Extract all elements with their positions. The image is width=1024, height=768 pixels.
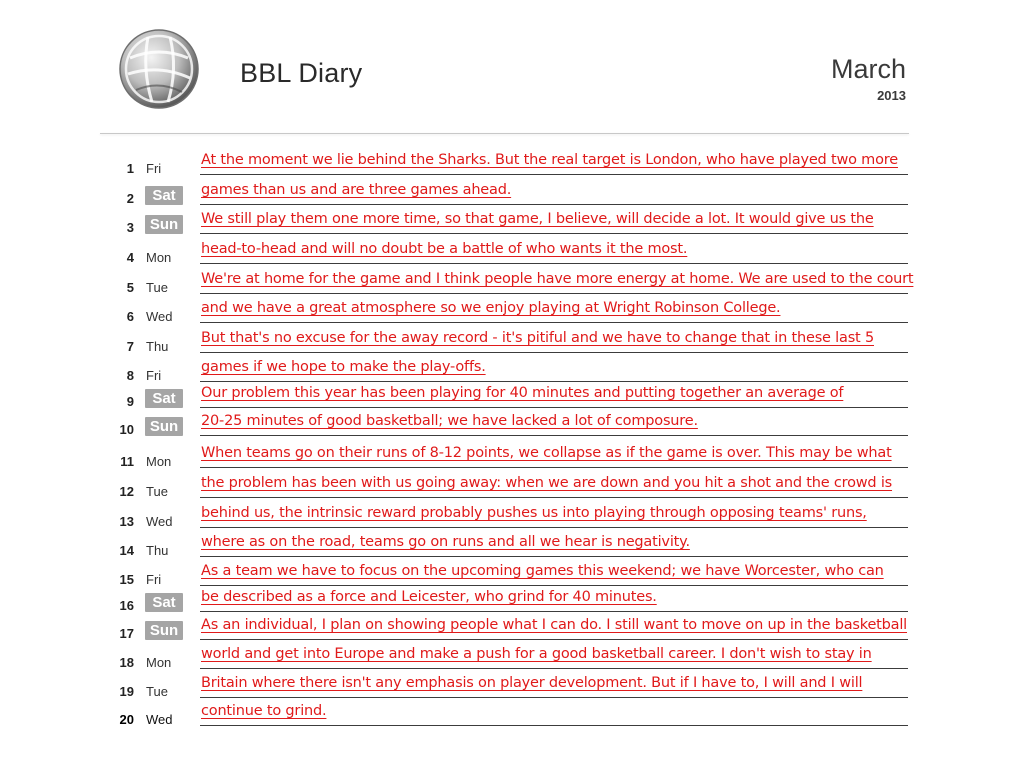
day-number: 4 [126,250,134,265]
day-number: 20 [119,712,134,727]
handwritten-entry: We're at home for the game and I think people have more energy at home. We are used to the court [201,271,914,287]
diary-row [0,676,1024,705]
entry-rule [200,293,908,294]
page-title: BBL Diary [240,58,363,88]
day-number: 2 [126,191,134,206]
handwritten-entry: But that's no excuse for the away record - it's pitiful and we have to change that in these last 5 [201,330,874,346]
day-name: Thu [146,543,169,558]
handwritten-entry: At the moment we lie behind the Sharks. But the real target is London, who have played two more [201,152,898,168]
diary-row [0,704,1024,733]
day-name: Fri [146,572,162,587]
diary-row [0,535,1024,564]
handwritten-entry: head-to-head and will no doubt be a battle of who wants it the most. [201,241,688,257]
day-number: 19 [119,684,134,699]
handwritten-entry: and we have a great atmosphere so we enjoy playing at Wright Robinson College. [201,300,781,316]
day-number: 12 [119,484,134,499]
handwritten-entry: the problem has been with us going away: when we are down and you hit a shot and the crowd is [201,475,893,491]
diary-row [0,386,1024,415]
day-name: Tue [146,484,168,499]
entry-rule [200,527,908,528]
diary-row [0,414,1024,443]
diary-row [0,183,1024,212]
diary-row [0,446,1024,475]
diary-row [0,618,1024,647]
entry-rule [200,322,908,323]
entry-rule [200,725,908,726]
diary-row [0,331,1024,360]
entry-rule [200,435,908,436]
handwritten-entry: games than us and are three games ahead. [201,182,512,198]
day-name: Thu [146,339,169,354]
diary-row [0,153,1024,182]
day-number: 6 [126,309,134,324]
handwritten-entry: As a team we have to focus on the upcoming games this weekend; we have Worcester, who can [201,563,884,579]
day-number: 3 [126,220,134,235]
day-number: 16 [119,598,134,613]
day-name: Mon [146,655,172,670]
handwritten-entry: behind us, the intrinsic reward probably pushes us into playing through opposing teams' runs, [201,505,867,521]
day-name: Tue [146,280,168,295]
diary-row [0,272,1024,301]
entry-rule [200,556,908,557]
day-name: Tue [146,684,168,699]
handwritten-entry: games if we hope to make the play-offs. [201,359,486,375]
entry-rule [200,233,908,234]
day-number: 13 [119,514,134,529]
entry-rule [200,381,908,382]
handwritten-entry: world and get into Europe and make a push for a good basketball career. I don't wish to stay in [201,646,872,662]
day-name: Wed [146,712,173,727]
handwritten-entry: We still play them one more time, so that game, I believe, will decide a lot. It would give us the [201,211,874,227]
weekend-day-badge: Sat [145,389,183,408]
day-number: 8 [126,368,134,383]
day-number: 1 [126,161,134,176]
day-name: Fri [146,161,162,176]
day-name: Mon [146,250,172,265]
handwritten-entry: be described as a force and Leicester, who grind for 40 minutes. [201,589,657,605]
diary-row [0,301,1024,330]
entry-rule [200,639,908,640]
diary-row [0,242,1024,271]
handwritten-entry: Our problem this year has been playing for 40 minutes and putting together an average of [201,385,844,401]
day-number: 15 [119,572,134,587]
day-name: Wed [146,514,173,529]
entry-rule [200,352,908,353]
entry-rule [200,467,908,468]
entry-rule [200,697,908,698]
handwritten-entry: Britain where there isn't any emphasis on player development. But if I have to, I will and I will [201,675,863,691]
entry-rule [200,204,908,205]
handwritten-entry: where as on the road, teams go on runs and all we hear is negativity. [201,534,690,550]
day-number: 10 [119,422,134,437]
weekend-day-badge: Sat [145,593,183,612]
handwritten-entry: 20-25 minutes of good basketball; we have lacked a lot of composure. [201,413,698,429]
month-label: March [830,54,906,84]
entry-rule [200,611,908,612]
weekend-day-badge: Sun [145,417,183,436]
diary-row [0,506,1024,535]
diary-row [0,590,1024,619]
day-name: Wed [146,309,173,324]
day-number: 7 [126,339,134,354]
weekend-day-badge: Sun [145,621,183,640]
day-number: 17 [119,626,134,641]
day-name: Mon [146,454,172,469]
day-number: 14 [119,543,134,558]
day-number: 9 [126,394,134,409]
entry-rule [200,497,908,498]
day-name: Fri [146,368,162,383]
entry-rule [200,407,908,408]
day-number: 5 [126,280,134,295]
handwritten-entry: When teams go on their runs of 8-12 points, we collapse as if the game is over. This may be what [201,445,892,461]
day-number: 11 [120,454,134,469]
diary-row [0,212,1024,241]
diary-row [0,476,1024,505]
diary-row [0,647,1024,676]
entry-rule [200,174,908,175]
handwritten-entry: As an individual, I plan on showing people what I can do. I still want to move on up in the basketball [201,617,908,633]
handwritten-entry: continue to grind. [201,703,327,719]
weekend-day-badge: Sun [145,215,183,234]
year-label: 2013 [877,88,906,103]
entry-rule [200,263,908,264]
entry-rule [200,585,908,586]
day-number: 18 [119,655,134,670]
weekend-day-badge: Sat [145,186,183,205]
entry-rule [200,668,908,669]
